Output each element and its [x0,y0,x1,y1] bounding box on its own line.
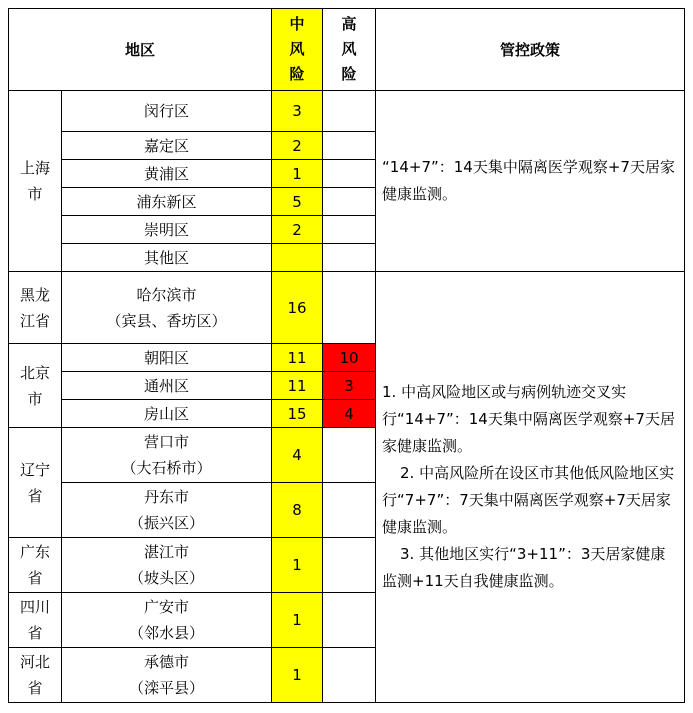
header-policy: 管控政策 [376,9,685,91]
header-mid-risk-text: 中风险 [289,15,305,83]
province-heilongjiang [9,272,62,344]
high-risk-count [323,538,376,593]
province-guangdong-text: 广东省 [19,543,50,587]
policy-other [376,272,685,703]
province-beijing [9,344,62,428]
high-risk-count: 4 [323,400,376,428]
mid-risk-count: 2 [272,132,323,160]
city-sub: （宾县、香坊区） [106,311,227,330]
province-hebei-text: 河北省 [19,653,50,697]
city-cell [62,593,272,648]
policy-item-2: 2. 中高风险所在设区市其他低风险地区实行“7+7”：7天集中隔离医学观察+7天居家健康监测。 [382,464,675,536]
mid-risk-count: 5 [272,188,323,216]
district-name: 其他区 [62,244,272,272]
high-risk-count [323,160,376,188]
high-risk-count [323,648,376,703]
mid-risk-count [272,244,323,272]
mid-risk-count: 4 [272,428,323,483]
district-name: 朝阳区 [62,344,272,372]
city-cell [62,428,272,483]
province-guangdong [9,538,62,593]
high-risk-count [323,91,376,132]
district-name: 黄浦区 [62,160,272,188]
policy-shanghai [376,91,685,272]
province-shanghai [9,91,62,272]
city-name: 哈尔滨市 [136,285,197,304]
risk-area-table [8,8,685,703]
mid-risk-count: 3 [272,91,323,132]
district-name: 浦东新区 [62,188,272,216]
province-sichuan-text: 四川省 [19,598,50,642]
header-high-risk [323,9,376,91]
city-sub: （邻水县） [129,624,205,642]
mid-risk-count: 11 [272,372,323,400]
province-shanghai-text: 上海市 [19,159,50,203]
city-cell [62,538,272,593]
policy-item-3: 3. 其他地区实行“3+11”：3天居家健康监测+11天自我健康监测。 [382,545,666,590]
high-risk-count [323,132,376,160]
district-name: 房山区 [62,400,272,428]
mid-risk-count: 1 [272,593,323,648]
province-liaoning [9,428,62,538]
header-high-risk-text: 高风险 [341,15,357,83]
district-name: 崇明区 [62,216,272,244]
province-beijing-text: 北京市 [19,363,50,408]
city-sub: （大石桥市） [121,459,212,477]
city-sub: （滦平县） [129,679,205,697]
district-name: 通州区 [62,372,272,400]
mid-risk-count: 1 [272,538,323,593]
header-region: 地区 [9,9,272,91]
province-sichuan [9,593,62,648]
mid-risk-count: 8 [272,483,323,538]
high-risk-count [323,483,376,538]
high-risk-count [323,216,376,244]
mid-risk-count: 1 [272,160,323,188]
mid-risk-count: 15 [272,400,323,428]
policy-shanghai-text: “14+7”：14天集中隔离医学观察+7天居家健康监测。 [382,158,675,203]
city-sub: （振兴区） [129,514,205,532]
city-name: 营口市 [144,433,190,451]
city-cell [62,648,272,703]
high-risk-count [323,244,376,272]
district-name: 闵行区 [62,91,272,132]
city-sub: （坡头区） [129,569,205,587]
city-cell [62,272,272,344]
city-name: 丹东市 [144,488,190,506]
mid-risk-count: 2 [272,216,323,244]
mid-risk-count: 1 [272,648,323,703]
city-cell [62,483,272,538]
high-risk-count: 10 [323,344,376,372]
city-name: 广安市 [144,598,190,616]
district-name: 嘉定区 [62,132,272,160]
mid-risk-count: 11 [272,344,323,372]
mid-risk-count: 16 [272,272,323,344]
high-risk-count [323,188,376,216]
high-risk-count [323,593,376,648]
province-heilongjiang-text: 黑龙江省 [19,285,50,330]
high-risk-count [323,272,376,344]
city-name: 湛江市 [144,543,190,561]
header-mid-risk [272,9,323,91]
high-risk-count: 3 [323,372,376,400]
province-liaoning-text: 辽宁省 [19,460,50,505]
high-risk-count [323,428,376,483]
city-name: 承德市 [144,653,190,671]
policy-item-1: 1. 中高风险地区或与病例轨迹交叉实行“14+7”：14天集中隔离医学观察+7天居家健康监测。 [382,383,675,455]
province-hebei [9,648,62,703]
